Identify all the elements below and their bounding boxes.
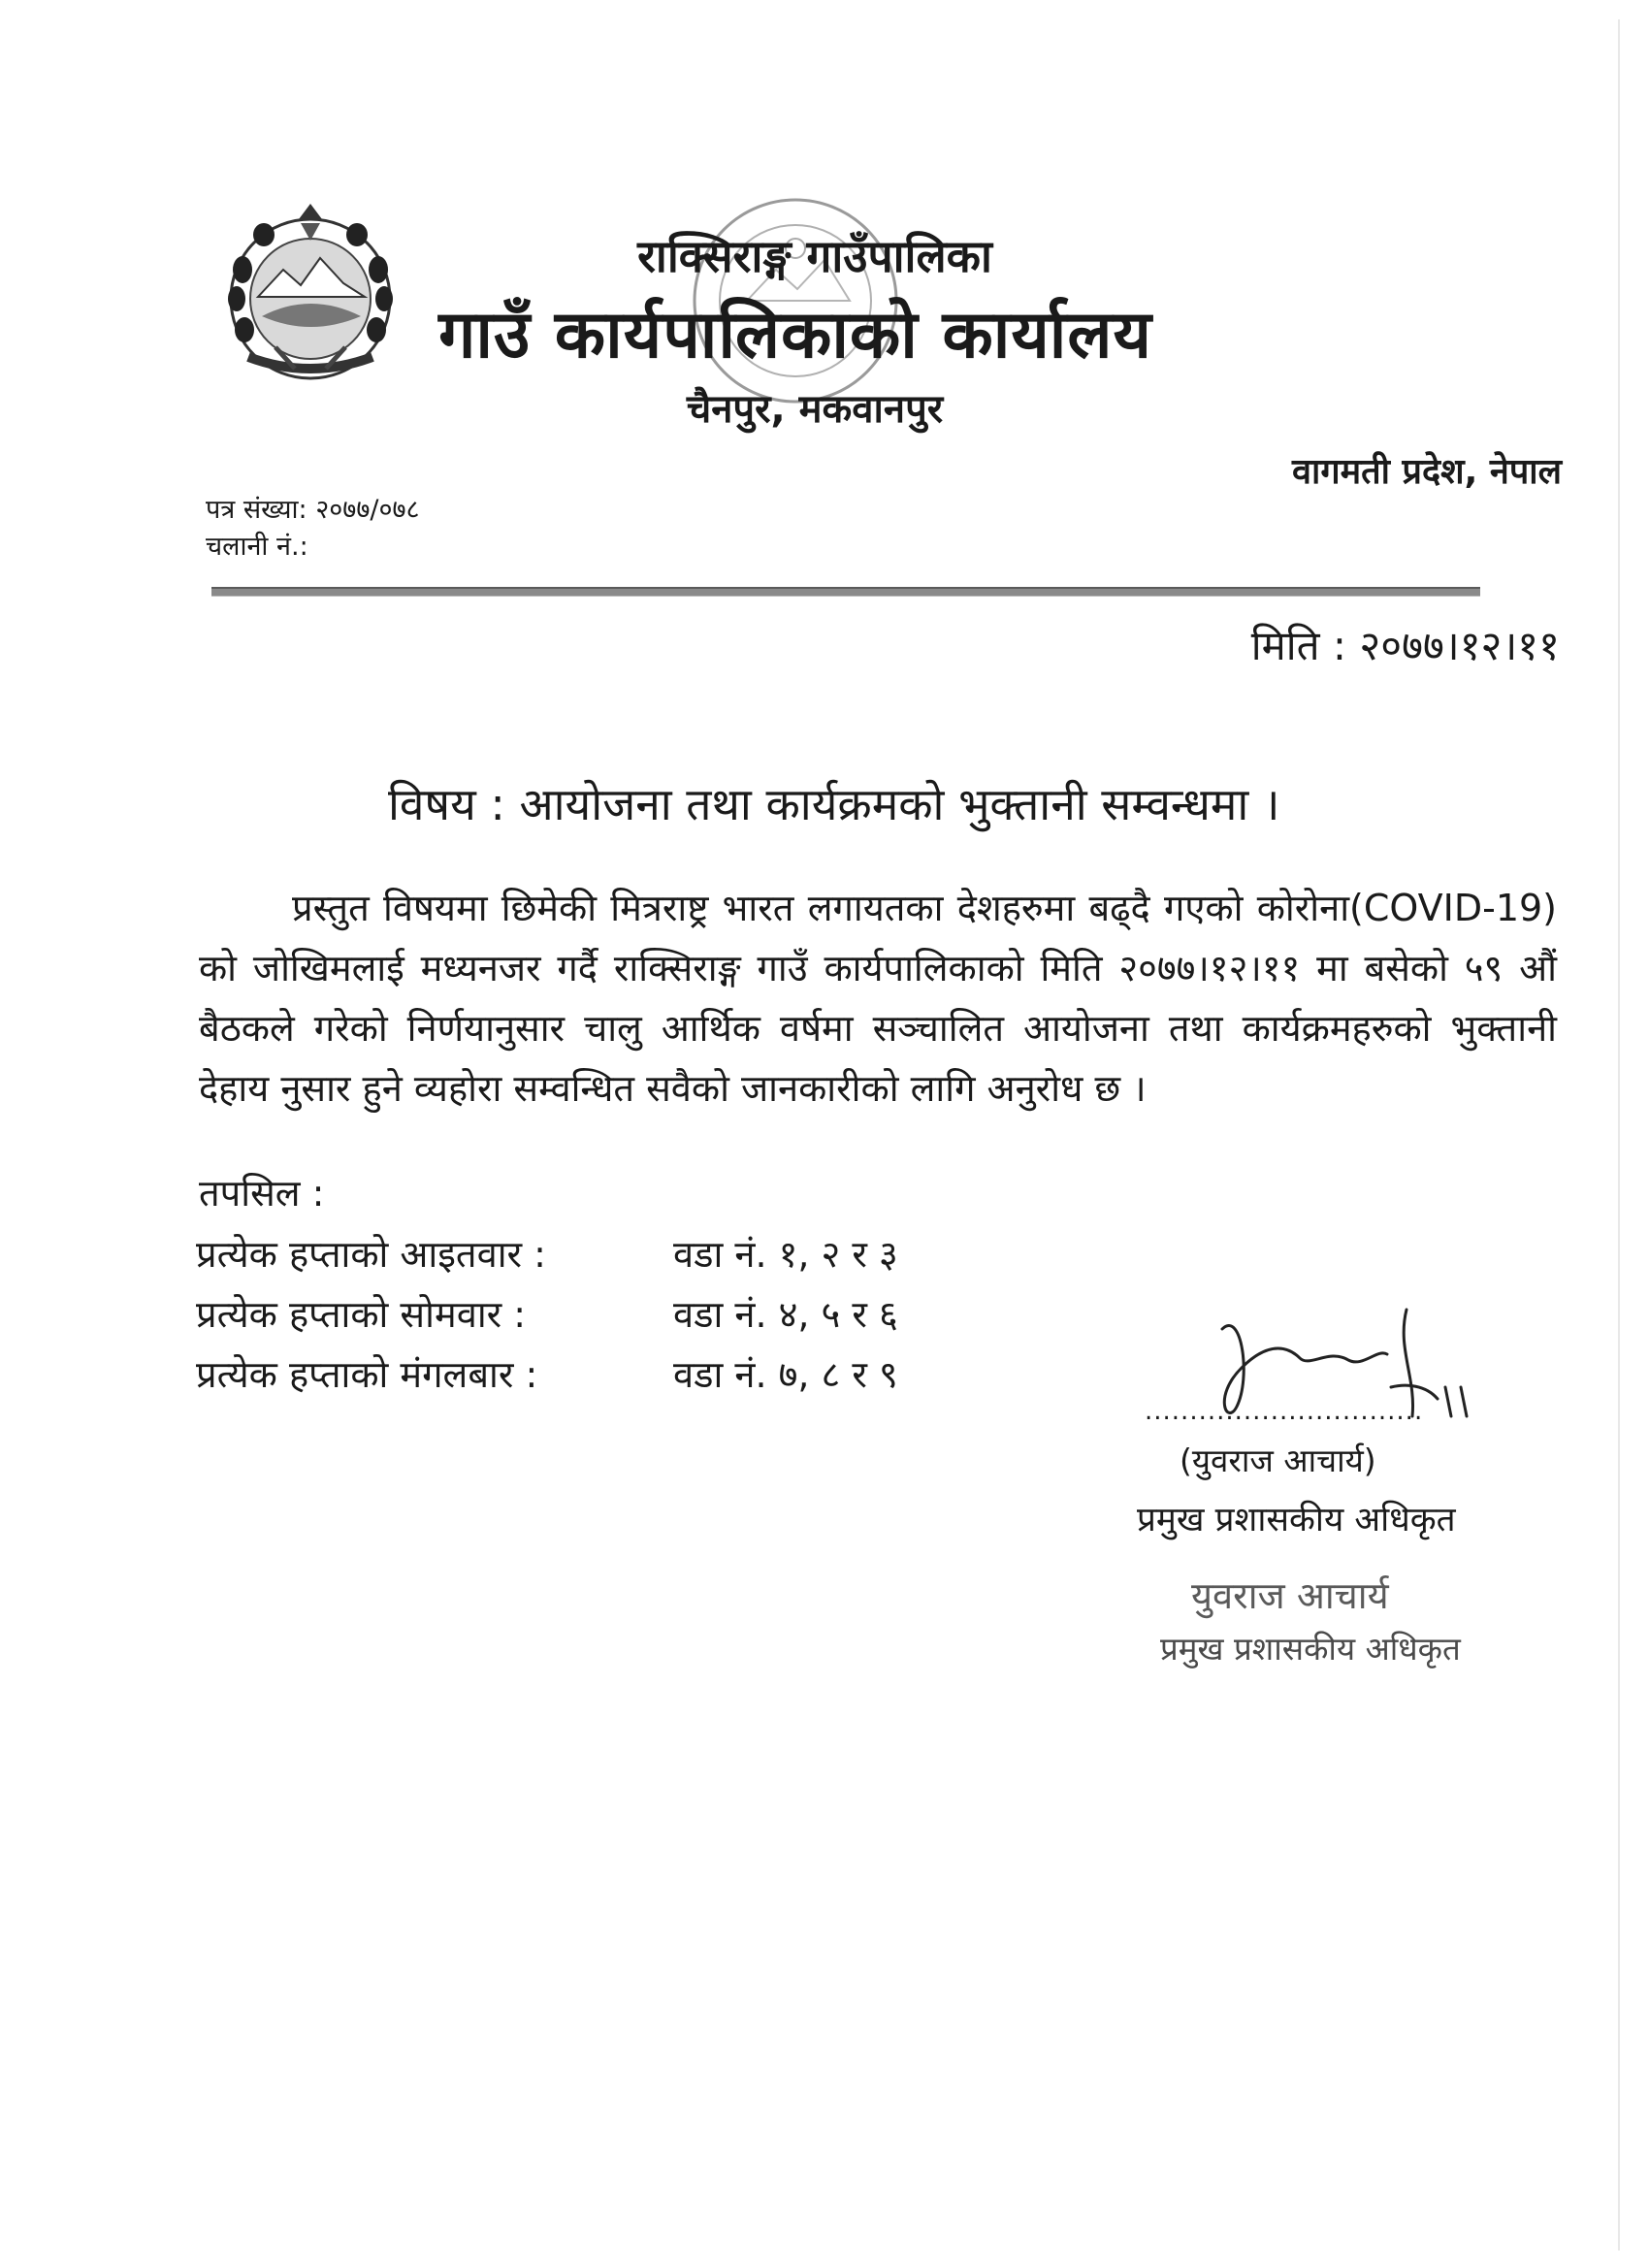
schedule-row — [196, 1345, 898, 1405]
letter-number: पत्र संख्या: २०७७/०७८ — [206, 495, 420, 525]
page-edge — [1618, 19, 1620, 2251]
letter-body: प्रस्तुत विषयमा छिमेकी मित्रराष्ट्र भारत लगायतका देशहरुमा बढ्दै गएको कोरोना(COVID-19) को जोखिमलाई मध्यनजर गर्दै राक्सिराङ्ग गाउँ कार्यपालिकाको मिति २०७७।१२।११ मा बसेको ५९ औं बैठकले गरेको निर्णयानुसार चालु आर्थिक वर्षमा सञ्चालित आयोजना तथा कार्यक्रमहरुको भुक्तानी देहाय नुसार हुने व्यहोरा सम्वन्धित सवैको जानकारीको लागि अनुरोध छ । — [199, 887, 1557, 1110]
office-name: गाउँ कार्यपालिकाको कार्यालय — [438, 297, 1152, 373]
schedule-row — [196, 1224, 898, 1284]
province-name: वागमती प्रदेश, नेपाल — [1292, 452, 1562, 492]
municipality-name: राक्सिराङ्ग गाउँपालिका — [637, 230, 992, 282]
schedule-day: प्रत्येक हप्ताको मंगलबार : — [196, 1353, 538, 1396]
schedule-wards: वडा नं. ७, ८ र ९ — [673, 1353, 898, 1396]
signature-line: ............................... — [1145, 1397, 1424, 1426]
schedule-row — [196, 1284, 898, 1345]
schedule-wards: वडा नं. ४, ५ र ६ — [673, 1293, 898, 1336]
schedule-day: प्रत्येक हप्ताको सोमवार : — [196, 1293, 527, 1336]
schedule-day: प्रत्येक हप्ताको आइतवार : — [196, 1233, 546, 1276]
dispatch-number: चलानी नं.: — [206, 532, 308, 562]
letter-date: मिति : २०७७।१२।११ — [1250, 622, 1560, 669]
header-divider — [211, 587, 1480, 597]
schedule-wards: वडा नं. १, २ र ३ — [673, 1233, 898, 1276]
signer-title: प्रमुख प्रशासकीय अधिकृत — [1137, 1501, 1456, 1539]
annex-heading: तपसिल : — [199, 1172, 325, 1215]
name-stamp: युवराज आचार्य — [1191, 1574, 1389, 1617]
payment-schedule — [196, 1224, 898, 1405]
title-stamp: प्रमुख प्रशासकीय अधिकृत — [1160, 1630, 1461, 1668]
letter-subject: विषय : आयोजना तथा कार्यक्रमको भुक्तानी सम्वन्धमा । — [388, 778, 1280, 830]
signer-name: (युवराज आचार्य) — [1180, 1442, 1376, 1479]
office-address: चैनपुर, मकवानपुर — [686, 387, 944, 432]
nepal-emblem-icon — [215, 202, 405, 386]
